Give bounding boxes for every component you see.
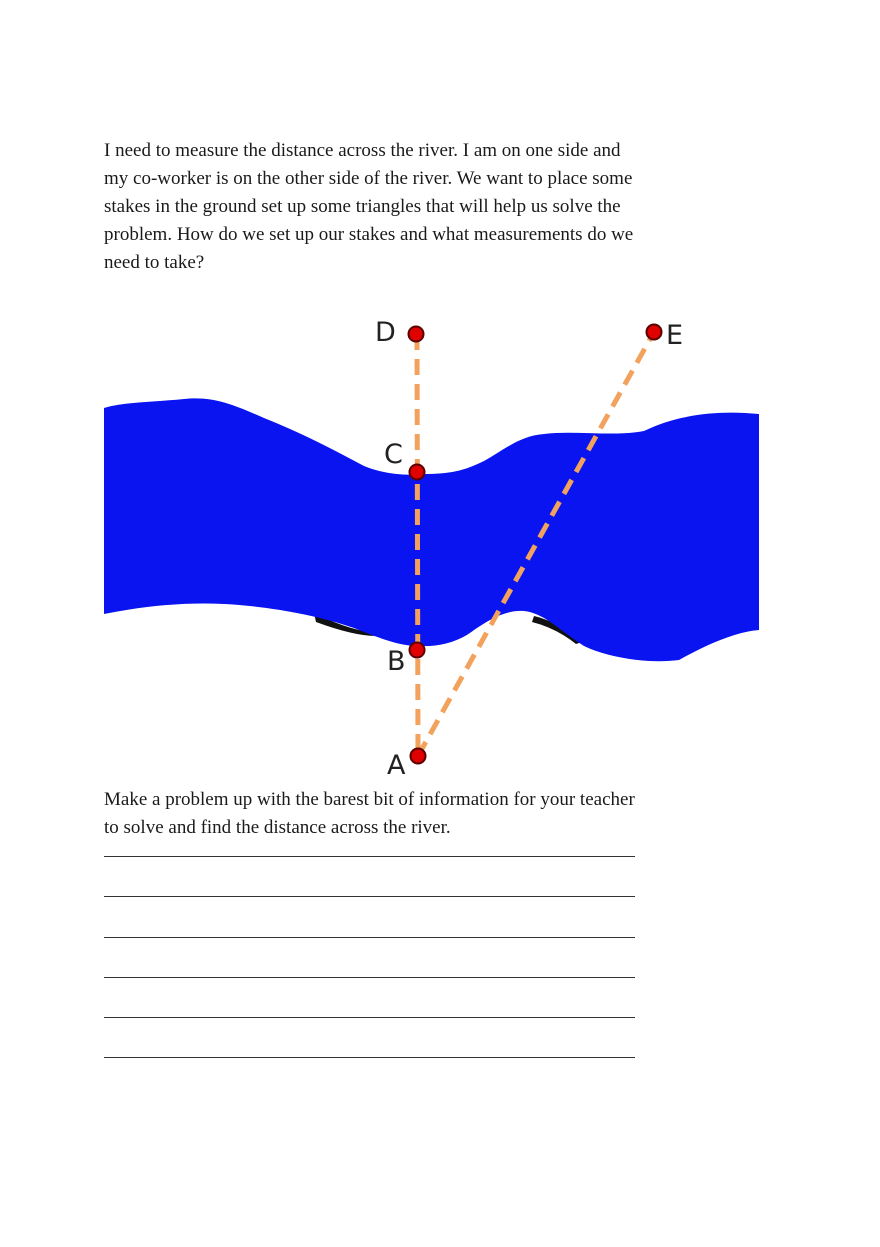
answer-line[interactable]	[104, 1017, 635, 1018]
problem-line: I need to measure the distance across the river. I am on one side and	[104, 140, 621, 161]
label-c: C	[384, 439, 403, 470]
point-d	[409, 327, 424, 342]
river-diagram	[104, 310, 764, 780]
problem-statement	[104, 137, 704, 277]
answer-line[interactable]	[104, 896, 635, 897]
task-prompt	[104, 786, 704, 842]
prompt-line: Make a problem up with the barest bit of information for your teacher	[104, 789, 635, 810]
answer-line[interactable]	[104, 1057, 635, 1058]
answer-line[interactable]	[104, 937, 635, 938]
answer-line[interactable]	[104, 856, 635, 857]
point-a	[411, 749, 426, 764]
label-b: B	[387, 646, 406, 677]
problem-line: need to take?	[104, 252, 205, 273]
label-a: A	[387, 750, 406, 780]
point-e	[647, 325, 662, 340]
problem-line: my co-worker is on the other side of the river. We want to place some	[104, 168, 633, 189]
segment-da	[417, 334, 418, 756]
problem-line: stakes in the ground set up some triangles that will help us solve the	[104, 196, 621, 217]
point-b	[410, 643, 425, 658]
river	[104, 398, 759, 661]
problem-line: problem. How do we set up our stakes and what measurements do we	[104, 224, 634, 245]
point-c	[410, 465, 425, 480]
answer-line[interactable]	[104, 977, 635, 978]
prompt-line: to solve and find the distance across the river.	[104, 817, 451, 838]
label-d: D	[375, 317, 396, 348]
label-e: E	[666, 320, 684, 351]
